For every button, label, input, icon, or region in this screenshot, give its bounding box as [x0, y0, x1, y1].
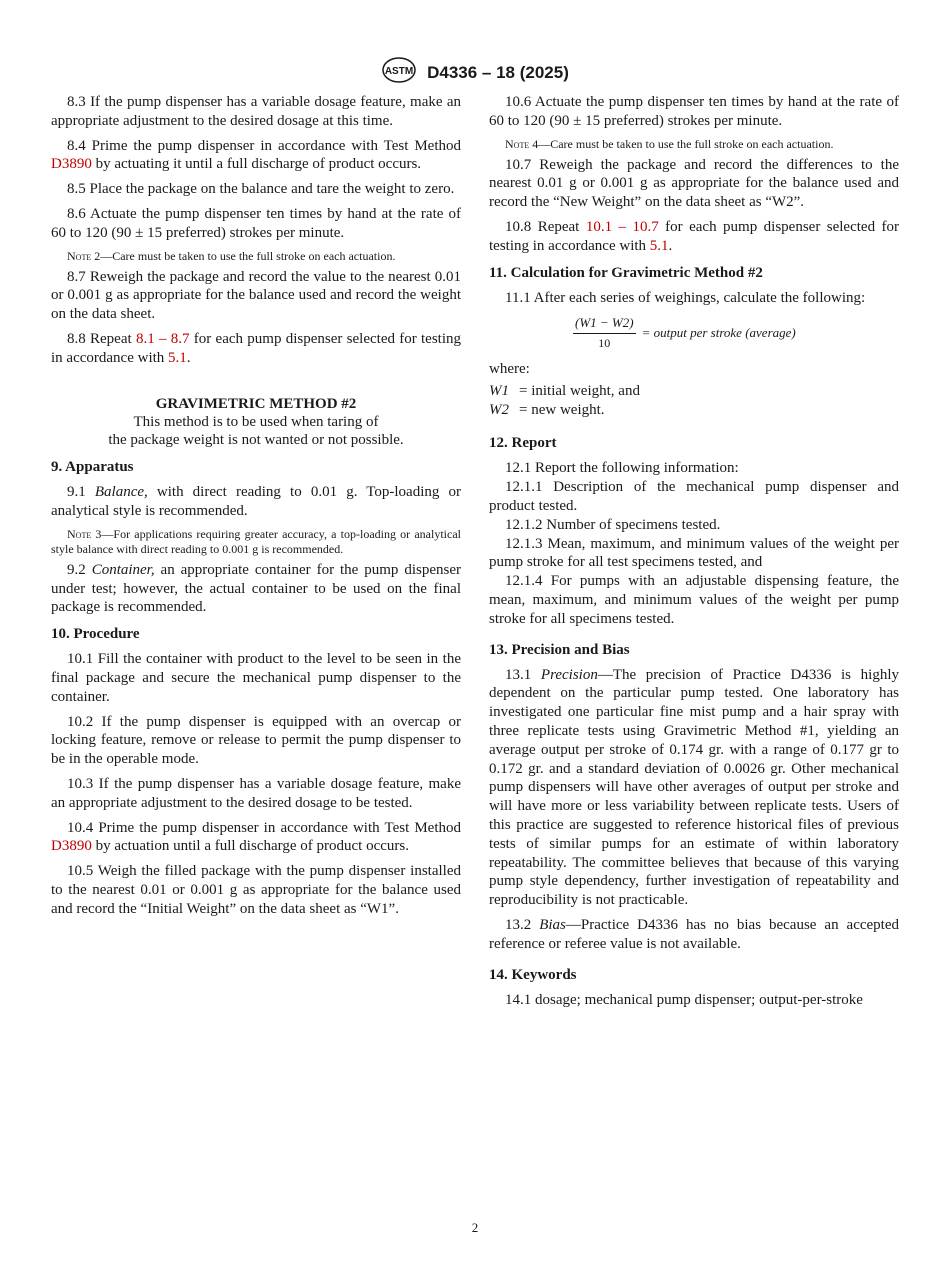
- link-8-1-8-7[interactable]: 8.1 – 8.7: [135, 330, 190, 347]
- paragraph-14-1: 14.1 dosage; mechanical pump dispenser; output-per-stroke: [505, 991, 863, 1008]
- link-d3890[interactable]: D3890: [51, 156, 92, 173]
- definition-list: [489, 382, 899, 420]
- paragraph-13-1: 13.1 Precision—The precision of Practice D4336 is highly dependent on the particular pump tested. One laboratory has investigated one particular fine mist pump and a hair spray with three replicate tests using Gravimetric Method #1, yielding an average output per stroke of 0.174 gr. with a range of 0.177 gr to 0.172 gr. and a standard deviation of 0.0026 gr. Other mechanical pump dispensers will have other averages of output per stroke and will have more or less variability between replicate tests. Users of this practice are suggested to reference historical files of previous tests of similar pumps for an estimate of within laboratory repeatability. The committee believes that because of this varying pump style dependency, further investigation of repeatability and reproducibility is not practicable.: [489, 666, 900, 909]
- definition-w2: W2 = new weight.: [489, 402, 605, 419]
- paragraph-12-1-4: 12.1.4 For pumps with an adjustable dispensing feature, the mean, maximum, and minimum values of the weight per pump stroke for all specimens tested.: [489, 573, 899, 627]
- paragraph-9-2: 9.2 Container, an appropriate container for the pump dispenser under test; however, the actual container to be used on the final package is recommended.: [51, 561, 462, 616]
- method-description: This method is to be used when taring of the package weight is not wanted or not possible.: [108, 413, 404, 449]
- paragraph-8-4: 8.4 Prime the pump dispenser in accordance with Test Method D3890 by actuating it until a full discharge of product occurs.: [51, 137, 461, 173]
- section-11-heading: 11. Calculation for Gravimetric Method #2: [489, 264, 763, 281]
- paragraph-9-1: 9.1 Balance, with direct reading to 0.01 g. Top-loading or analytical style is recommended.: [51, 484, 461, 519]
- paragraph-10-6: 10.6 Actuate the pump dispenser ten times by hand at the rate of 60 to 120 (90 ± 15 preferred) strokes per minute.: [489, 94, 899, 129]
- paragraph-12-1-1: 12.1.1 Description of the mechanical pump dispenser and product tested.: [489, 479, 899, 514]
- paragraph-8-6: 8.6 Actuate the pump dispenser ten times by hand at the rate of 60 to 120 (90 ± 15 preferred) strokes per minute.: [51, 205, 461, 241]
- page-header: [0, 56, 950, 84]
- formula-rhs: = output per stroke (average): [641, 325, 796, 341]
- paragraph-10-1: 10.1 Fill the container with product to the level to be seen in the final package and secure the mechanical pump dispenser to the container.: [51, 651, 461, 705]
- right-column: [489, 93, 899, 1015]
- page-number: 2: [471, 1220, 479, 1235]
- definition-w1: W1 = initial weight, and: [489, 383, 640, 400]
- link-5-1[interactable]: 5.1: [168, 349, 187, 366]
- section-9-heading: 9. Apparatus: [51, 459, 134, 476]
- section-13-heading: 13. Precision and Bias: [489, 641, 630, 658]
- formula-numerator: (W1 − W2): [573, 315, 636, 334]
- left-column: [51, 93, 461, 925]
- paragraph-10-2: 10.2 If the pump dispenser is equipped with an overcap or locking feature, remove or release to permit the pump dispenser to be in the operable mode.: [51, 713, 461, 768]
- link-10-1-10-7[interactable]: 10.1 – 10.7: [585, 218, 659, 235]
- link-d3890-2[interactable]: D3890: [51, 838, 92, 855]
- paragraph-12-1-3: 12.1.3 Mean, maximum, and minimum values of the weight per pump stroke for all test specimens tested, and: [489, 535, 899, 571]
- link-5-1-b[interactable]: 5.1: [649, 237, 669, 254]
- section-12-heading: 12. Report: [489, 435, 557, 452]
- where-label: where:: [489, 361, 530, 378]
- paragraph-8-5: 8.5 Place the package on the balance and tare the weight to zero.: [67, 181, 455, 198]
- paragraph-13-2: 13.2 Bias—Practice D4336 has no bias because an accepted reference or referee value is not available.: [489, 916, 899, 952]
- paragraph-10-4: 10.4 Prime the pump dispenser in accordance with Test Method D3890 by actuation until a full discharge of product occurs.: [51, 819, 461, 855]
- paragraph-10-7: 10.7 Reweigh the package and record the differences to the nearest 0.01 g or 0.001 g as appropriate for the balance used and record the “New Weight” on the data sheet as “W2”.: [489, 156, 899, 211]
- paragraph-10-8: 10.8 Repeat 10.1 – 10.7 for each pump dispenser selected for testing in accordance with 5.1.: [489, 218, 900, 254]
- note-4: Note 4—Care must be taken to use the full stroke on each actuation.: [505, 136, 834, 151]
- svg-text:ASTM: ASTM: [384, 66, 414, 77]
- section-10-heading: 10. Procedure: [51, 626, 140, 643]
- method-title: GRAVIMETRIC METHOD #2: [155, 395, 357, 412]
- document-id: D4336 – 18 (2025): [427, 62, 569, 82]
- formula-denominator: 10: [598, 336, 611, 351]
- paragraph-8-3: 8.3 If the pump dispenser has a variable dosage feature, make an appropriate adjustment to the desired dosage at this time.: [51, 94, 461, 129]
- paragraph-10-3: 10.3 If the pump dispenser has a variable dosage feature, make an appropriate adjustment to the desired dosage to be tested.: [51, 775, 461, 811]
- astm-logo-icon: [381, 56, 417, 89]
- paragraph-11-1: 11.1 After each series of weighings, calculate the following:: [505, 289, 866, 306]
- note-2: Note 2—Care must be taken to use the full stroke on each actuation.: [67, 248, 396, 263]
- section-14-heading: 14. Keywords: [489, 966, 577, 983]
- paragraph-10-5: 10.5 Weigh the filled package with the pump dispenser installed to the nearest 0.01 or 0.001 g as appropriate for the balance used and record the “Initial Weight” on the data sheet as “W1”.: [51, 863, 461, 917]
- paragraph-12-1-2: 12.1.2 Number of specimens tested.: [505, 516, 721, 533]
- note-3: Note 3—For applications requiring greater accuracy, a top-loading or analytical style balance with direct reading to 0.001 g is recommended.: [51, 526, 461, 556]
- paragraph-8-7: 8.7 Reweigh the package and record the value to the nearest 0.01 or 0.001 g as appropriate for the balance used and record the weight on the data sheet.: [51, 268, 461, 323]
- formula: [573, 315, 899, 351]
- paragraph-12-1: 12.1 Report the following information:: [505, 460, 739, 477]
- formula-fraction: [573, 315, 636, 351]
- paragraph-8-8: 8.8 Repeat 8.1 – 8.7 for each pump dispenser selected for testing in accordance with 5.1.: [51, 330, 462, 366]
